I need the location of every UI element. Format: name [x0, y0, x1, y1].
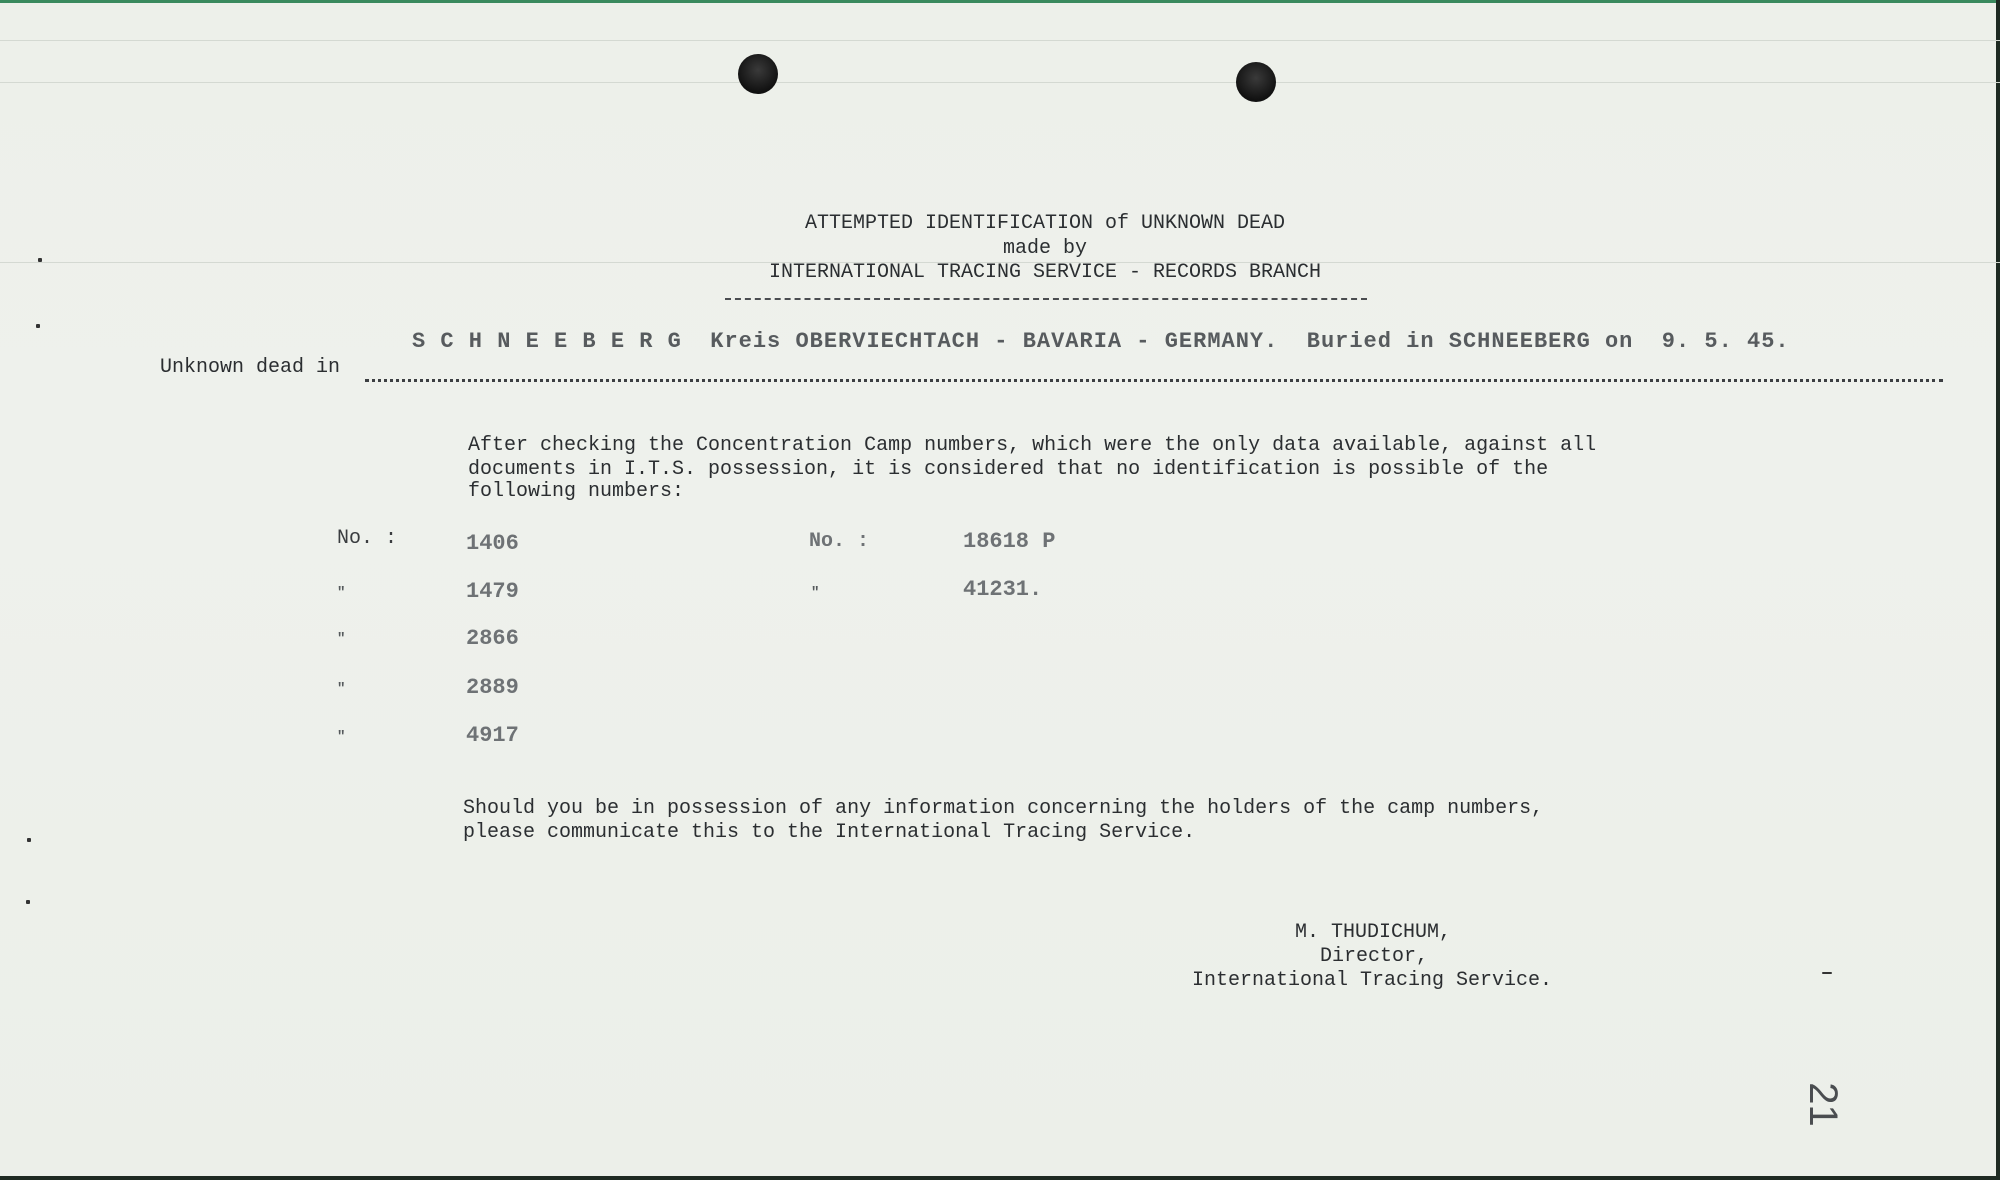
header-organization: INTERNATIONAL TRACING SERVICE - RECORDS BRANCH — [768, 261, 1322, 284]
camp-number: 1479 — [466, 579, 519, 604]
header-title: ATTEMPTED IDENTIFICATION of UNKNOWN DEAD — [804, 212, 1286, 235]
margin-mark — [36, 324, 40, 328]
camp-number: 41231. — [963, 577, 1043, 602]
number-label: No. : — [809, 530, 870, 553]
signature-name: M. THUDICHUM, — [1295, 921, 1452, 944]
header-made-by: made by — [1002, 237, 1087, 260]
header-underline — [725, 298, 1367, 300]
top-edge — [0, 0, 2000, 3]
unknown-dead-label: Unknown dead in — [160, 356, 341, 379]
ditto-mark: " — [337, 681, 346, 697]
intro-line-3: following numbers: — [468, 480, 685, 503]
camp-number: 2889 — [466, 675, 519, 700]
right-edge — [1996, 0, 2000, 1180]
camp-number: 18618 P — [963, 529, 1056, 554]
closing-line-1: Should you be in possession of any information concerning the holders of the camp numbers, — [463, 797, 1544, 820]
camp-number: 1406 — [466, 531, 519, 556]
intro-line-2: documents in I.T.S. possession, it is considered that no identification is possible of the — [468, 458, 1549, 481]
intro-line-1: After checking the Concentration Camp numbers, which were the only data available, against all — [468, 434, 1597, 457]
paper-fold-line — [0, 82, 2000, 83]
bottom-edge — [0, 1176, 2000, 1180]
margin-mark — [26, 900, 30, 904]
paper-fold-line — [0, 40, 2000, 41]
signature-organization: International Tracing Service. — [1192, 969, 1553, 992]
ditto-mark: " — [337, 631, 346, 647]
margin-mark — [1822, 972, 1832, 974]
number-label: No. : — [337, 527, 398, 550]
signature-title: Director, — [1320, 945, 1429, 968]
punch-hole-right — [1236, 62, 1276, 102]
ditto-mark: " — [337, 585, 346, 601]
location-dotted-line — [365, 379, 1943, 382]
camp-number: 2866 — [466, 626, 519, 651]
ditto-mark: " — [337, 729, 346, 745]
margin-mark — [27, 838, 31, 842]
camp-number: 4917 — [466, 723, 519, 748]
ditto-mark: " — [811, 585, 820, 601]
punch-hole-left — [738, 54, 778, 94]
closing-line-2: please communicate this to the International Tracing Service. — [463, 821, 1196, 844]
location-details: S C H N E E B E R G Kreis OBERVIECHTACH - BAVARIA - GERMANY. Buried in SCHNEEBERG on 9. 5. 45. — [412, 329, 1790, 354]
page-number: 21 — [1800, 1082, 1845, 1127]
